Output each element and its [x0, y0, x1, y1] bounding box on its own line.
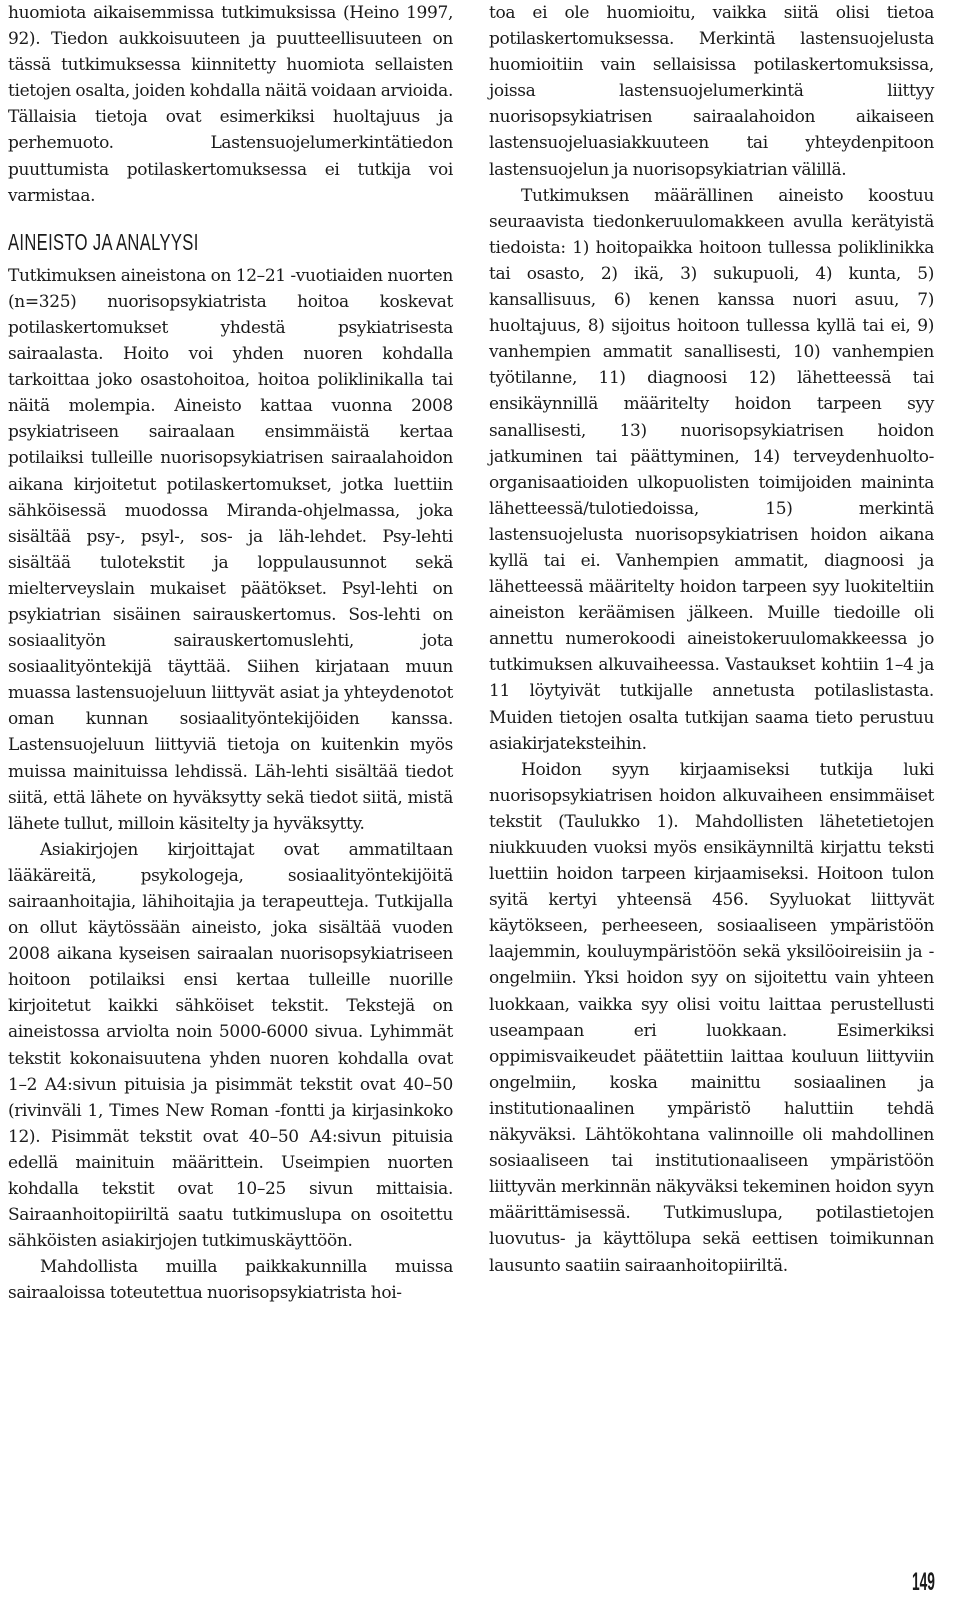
body-paragraph: huomiota aikaisemmissa tutkimuksissa (Heino 1997, 92). Tiedon aukkoisuuteen ja puutteellisuuteen on tässä tutkimuksessa kiinnitetty huomiota sellaisten tietojen osalta, joiden kohdalla näitä voidaan arvioida. Tällaisia tietoja ovat esimerkiksi huoltajuus ja perhemuoto. Lastensuojelumerkintätiedon puuttumista potilaskertomuksessa ei tutkija voi varmistaa. [8, 3, 454, 206]
body-paragraph: Tutkimuksen määrällinen aineisto koostuu seuraavista tiedonkeruulomakkeen avulla kerätyistä tiedoista: 1) hoitopaikka hoitoon tullessa poliklinikka tai osasto, 2) ikä, 3) sukupuoli, 4) kunta, 5) kansallisuus, 6) kenen kanssa nuori asuu, 7) huoltajuus, 8) sijoitus hoitoon tullessa kyllä tai ei, 9) vanhempien ammatit sanallisesti, 10) vanhempien työtilanne, 11) diagnoosi 12) lähetteessä tai ensikäynnillä määritelty hoidon tarpeen syy sanallisesti, 13) nuorisopsykiatrisen hoidon jatkuminen tai päättyminen, 14) terveydenhuolto-organisaatioiden ulkopuolisten toimijoiden maininta lähetteessä/tulotiedoissa, 15) merkintä lastensuojelusta nuorisopsykiatrisen hoidon aikana kyllä tai ei. Vanhempien ammatit, diagnoosi ja lähetteessä määritelty hoidon tarpeen syy luokiteltiin aineiston keräämisen jälkeen. Muille tiedoille oli annettu numerokoodi aineistokeruulomakkeessa jo tutkimuksen alkuvaiheessa. Vastaukset kohtiin 1–4 ja 11 löytyivät tutkijalle annetusta potilaslistasta. Muiden tietojen osalta tutkijan saama tieto perustuu asiakirjateksteihin. [489, 185, 934, 754]
right-column [489, 0, 934, 1279]
page-number: 149 [912, 1568, 935, 1596]
body-paragraph: Asiakirjojen kirjoittajat ovat ammatiltaan lääkäreitä, psykologeja, sosiaalityöntekijöitä sairaanhoitajia, lähihoitajia ja terapeutteja. Tutkijalla on ollut käytössään aineisto, joka sisältää vuoden 2008 aikana kyseisen sairaalan nuorisopsykiatriseen hoitoon potilaiksi ensi kertaa tulleille nuorille kirjoitetut kaikki sähköiset tekstit. Tekstejä on aineistossa arviolta noin 5000-6000 sivua. Lyhimmät tekstit kokonaisuutena yhden nuoren kohdalla ovat 1–2 A4:sivun pituisia ja pisimmät tekstit ovat 40–50 (rivinväli 1, Times New Roman -fontti ja kirjasinkoko 12). Pisimmät tekstit ovat 40–50 A4:sivun pituisia edellä mainituin määrittein. Useimpien nuorten kohdalla tekstit ovat 10–25 sivun mittaisia. Sairaanhoitopiiriltä saatu tutkimuslupa on osoitettu sähköisten asiakirjojen tutkimuskäyttöön. [8, 839, 453, 1252]
section-heading: AINEISTO JA ANALYYSI [8, 228, 199, 255]
left-column [8, 0, 453, 1307]
body-paragraph: Mahdollista muilla paikkakunnilla muissa sairaaloissa toteutettua nuorisopsykiatrista hoi- [8, 1257, 453, 1304]
body-paragraph: toa ei ole huomioitu, vaikka siitä olisi tietoa potilaskertomuksessa. Merkintä lastensuojelusta huomioitiin vain sellaisissa potilaskertomuksissa, joissa lastensuojelumerkintä liittyy nuorisopsykiatrisen sairaalahoidon aikaiseen lastensuojeluasiakkuuteen tai yhteydenpitoon lastensuojelun ja nuorisopsykiatrian välillä. [489, 3, 934, 180]
body-paragraph: Hoidon syyn kirjaamiseksi tutkija luki nuorisopsykiatrisen hoidon alkuvaiheen ensimmäiset tekstit (Taulukko 1). Mahdollisten lähetetietojen niukkuuden vuoksi myös ensikäynniltä kirjattu teksti luettiin hoidon tarpeen kirjaamiseksi. Hoitoon tulon syitä kertyi yhteensä 456. Syyluokat liittyvät käytökseen, perheeseen, sosiaaliseen ympäristöön laajemmin, kouluympäristöön sekä yksilöoireisiin ja -ongelmiin. Yksi hoidon syy on sijoitettu vain yhteen luokkaan, vaikka syy olisi voitu laittaa perustellusti useampaan eri luokkaan. Esimerkiksi oppimisvaikeudet päätettiin laittaa kouluun liittyviin ongelmiin, koska mainittu sosiaalinen ja institutionaalinen ympäristö haluttiin tehdä näkyväksi. Lähtökohtana valinnoille oli mahdollinen sosiaaliseen tai institutionaaliseen ympäristöön liittyvän merkinnän näkyväksi tekeminen hoidon syyn määrittämisessä. Tutkimuslupa, potilastietojen luovutus- ja käyttölupa sekä eettisen toimikunnan lausunto saatiin sairaanhoitopiiriltä. [489, 759, 934, 1276]
body-paragraph: Tutkimuksen aineistona on 12–21 -vuotiaiden nuorten (n=325) nuorisopsykiatrista hoitoa koskevat potilaskertomukset yhdestä psykiatrisesta sairaalasta. Hoito voi yhden nuoren kohdalla tarkoittaa joko osastohoitoa, hoitoa poliklinikalla tai näitä molempia. Aineisto kattaa vuonna 2008 psykiatriseen sairaalaan ensimmäistä kertaa potilaiksi tulleille nuorisopsykiatrisen sairaalahoidon aikana kirjoitetut potilaskertomukset, jotka luettiin sähköisessä muodossa Miranda-ohjelmassa, joka sisältää psy-, psyl-, sos- ja läh-lehdet. Psy-lehti sisältää tulotekstit ja loppulausunnot sekä mielterveyslain mukaiset päätökset. Psyl-lehti on psykiatrian sisäinen sairauskertomus. Sos-lehti on sosiaalityön sairauskertomuslehti, jota sosiaalityöntekijä täyttää. Siihen kirjataan muun muassa lastensuojeluun liittyvät asiat ja yhteydenotot oman kunnan sosiaalityöntekijöiden kanssa. Lastensuojeluun liittyviä tietoja on kuitenkin myös muissa mainituissa lehdissä. Läh-lehti sisältää tiedot siitä, että lähete on hyväksytty sekä tiedot siitä, mistä lähete tullut, milloin käsitelty ja hyväksytty. [8, 265, 453, 834]
